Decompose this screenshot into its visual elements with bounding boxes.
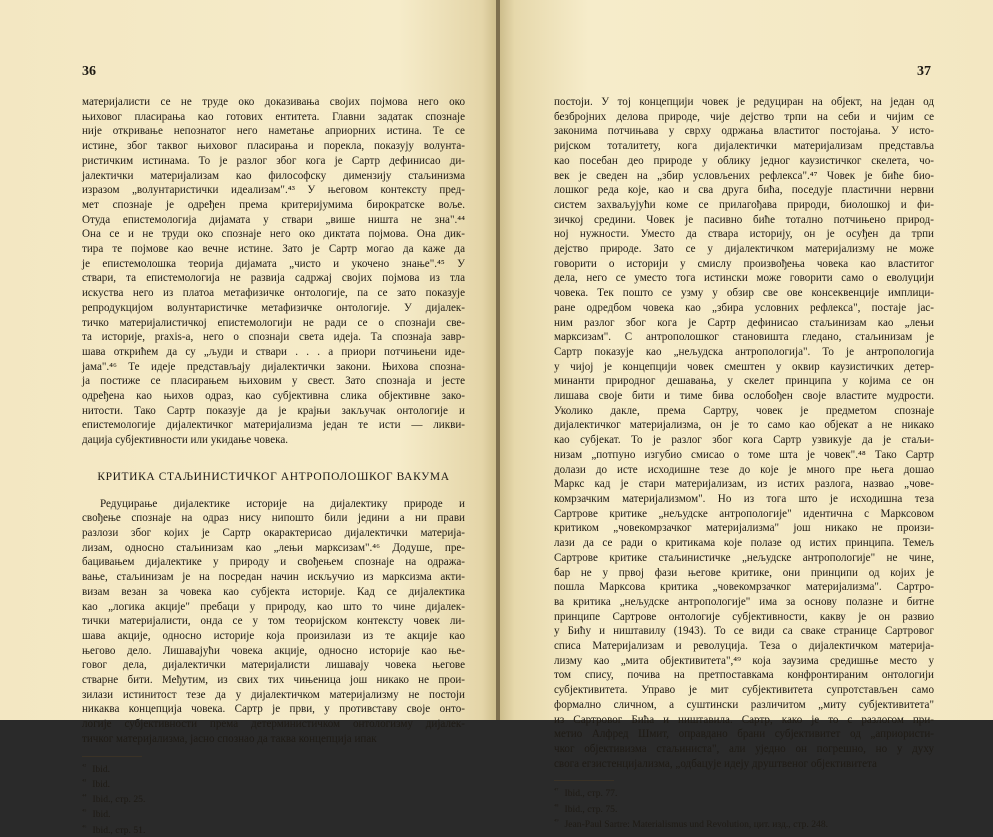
- text-line: тира те појмове као вечне истине. Зато је Сартр могао да каже да: [82, 243, 465, 256]
- text-line: пошла Марксова критика „човекомрзачког материјализма". Сартро-: [554, 581, 934, 594]
- text-line: лизам, односно стаљинизам као „лењи марксизам".⁴⁶ Додуше, пре-: [82, 541, 465, 554]
- paragraph: [82, 95, 465, 448]
- footnote-text: Ibid., стр. 75.: [564, 803, 618, 815]
- page-body: [82, 95, 465, 837]
- text-line: списа Материјализам и револуција. Теза о дијалектичком материја-: [554, 640, 934, 653]
- footnote: [82, 806, 465, 821]
- section-heading: КРИТИКА СТАЉИНИСТИЧКОГ АНТРОПОЛОШКОГ ВАКУМА: [97, 470, 450, 483]
- text-line: није откривање непознатог него наметање априорних истина. Те се: [82, 125, 465, 138]
- text-line: изразом „волунтаристички идеализам".⁴³ У његовом контексту пред-: [82, 184, 465, 197]
- footnote-divider: [82, 756, 142, 757]
- footnote-text: Ibid.: [92, 763, 111, 775]
- footnotes: [82, 761, 465, 837]
- text-line: том спису, почива на претпоставкама конфронтираним онтологији: [554, 669, 934, 682]
- page-number: 36: [82, 64, 96, 79]
- text-line: Отуда епистемологија дијамата у ствари „више ништа не зна".⁴⁴: [82, 213, 465, 226]
- footnote-mark: ⁴⁷: [554, 787, 559, 795]
- footnote-text: Jean-Paul Sartre: Materialismus und Revolution, цит. изд., стр. 248.: [564, 819, 829, 831]
- text-line: шава открићем да су „људи и ствари . . . а приори потчињени иде-: [82, 345, 465, 358]
- text-line: као субјекат. То је разлог због кога Сартр узвикује да је стаљи-: [554, 434, 934, 447]
- text-line: мет спознаје је одређен према критеријумима бирократске воље.: [82, 198, 465, 211]
- text-line: чког објективизма стаљиниста", али уједно он погрешно, но у духу: [554, 742, 934, 755]
- text-line: критиком „човекомрзачког материјализма" још никако не произи-: [554, 522, 934, 535]
- footnote-divider: [554, 780, 614, 781]
- text-line: зичкој средини. Човек је пасивно биће тотално потчињено природ-: [554, 213, 934, 226]
- text-line: дација субјективности или укидање човека.: [82, 434, 289, 447]
- text-line: низам „потпуно изгубио смисао о томе шта је човек".⁴⁸ Тако Сартр: [554, 448, 934, 461]
- text-line: безбројних делова природе, чије дејство трпи на себи и чијим се: [554, 110, 934, 123]
- footnote: [554, 785, 934, 800]
- text-line: његово дело. Лишавајући човека акције, односно историје као ње-: [82, 644, 465, 657]
- text-line: дејство природе. Зато се у дијалектичком материјализму не може: [554, 243, 934, 256]
- text-line: свођење спознаје на одраз нису нипошто били једини а ни прави: [82, 512, 465, 525]
- text-line: марксизам". С антрополошког становишта гледано, стаљинизам је: [554, 331, 934, 344]
- text-line: из Сартровог Бића и ништавила. Сартр, како је то с разлогом при-: [554, 713, 934, 726]
- text-line: логије субјективности према детерминистичком онтологизму дијалек-: [82, 718, 465, 731]
- footnote-text: Ibid., стр. 77.: [564, 788, 618, 800]
- paragraph: [554, 95, 934, 771]
- text-line: лишава своје бити и тиме бива ослобођен своје властите мудрости.: [554, 390, 934, 403]
- text-line: тичког материјализма, јасно спознао да таква концепција ипак: [82, 732, 377, 745]
- text-line: лизму као „мита објективитета",⁴⁹ која заузима средишње место у: [554, 654, 934, 667]
- footnote-mark: ⁴⁵: [82, 808, 87, 816]
- footnote: [82, 791, 465, 806]
- text-line: Сартр показује као „нељудска антропологија". То је антропологија: [554, 345, 934, 358]
- text-line: та историје, praxis-а, него о спознаји света идеја. Та спознаја завр-: [82, 331, 465, 344]
- footnote-text: Ibid.: [92, 809, 111, 821]
- text-line: говорити о историји у смислу произвођења човека као властитог: [554, 257, 934, 270]
- text-line: нитости. Тако Сартр показује да је крајњи закључак онтологије и: [82, 404, 465, 417]
- text-line: век је сведен на „збир условљених рефлекса".⁴⁷ Човек је биће био-: [554, 169, 934, 182]
- text-line: као „логика акције" пребаци у природу, као што то чине дијалек-: [82, 600, 465, 613]
- text-line: минанти природног дешавања, у скелет принципа у којима се он: [554, 375, 934, 388]
- text-line: постоји. У тој концепцији човек је редуциран на објект, на један од: [554, 96, 934, 108]
- text-line: јалектички материјализам као философску димензију стаљинизма: [82, 169, 465, 182]
- text-line: формално сличном, а суштински различитом „миту субјективитета": [554, 698, 934, 711]
- page-body: [554, 95, 934, 831]
- text-line: субјективитета. Управо је мит субјективитета супротстављен само: [554, 684, 934, 697]
- paragraph: [82, 497, 465, 747]
- page-number: 37: [917, 64, 931, 79]
- text-line: Маркс кад је стари материјализам, из истих разлога, назвао „чове-: [554, 478, 934, 491]
- footnote: [82, 776, 465, 791]
- text-line: лошког реда које, као и сва друга бића, поседује пластични нервни: [554, 184, 934, 197]
- text-line: говог дела, дијалектички материјалисти лишавају човека његове: [82, 659, 465, 672]
- text-line: Она се и не труди око спознаје него око диктата појмова. Она дик-: [82, 228, 465, 241]
- text-line: материјалисти се не труде око доказивања својих појмова него око: [82, 96, 465, 108]
- text-line: свога егзистенцијализма, „одбацује идеју друштвеног објективитета: [554, 757, 877, 770]
- footnote-mark: ⁴⁴: [82, 793, 87, 801]
- footnote-text: Ibid.: [92, 779, 111, 790]
- right-page: [500, 0, 993, 831]
- text-line: дијалектичког материјализма, он је то само као објекат а не никако: [554, 419, 934, 432]
- text-line: зилази истинитост тезе да у дијалектичком материјализму не постоји: [82, 688, 465, 701]
- footnote-mark: ⁴⁸: [554, 802, 559, 810]
- footnote-text: Ibid., стр. 25.: [92, 794, 146, 806]
- text-line: законима потчињава у сврху одржања властитог постојања. У исто-: [554, 125, 934, 138]
- text-line: метио Алфред Шмит, оправдано брани субјективитет од „априористи-: [554, 728, 934, 741]
- text-line: одређена као њихов одраз, као субјективна слика објективне зако-: [82, 390, 465, 403]
- text-line: Сартрове критике „нељудске антропологије" идентична с Марксовом: [554, 507, 934, 520]
- text-line: ва критика „нељудске антропологије" има за основу полазне и битне: [554, 595, 934, 608]
- footnote-text: Ibid., стр. 51.: [92, 824, 146, 836]
- text-line: визам везан за човека као субјекта историје. Кад се дијалектика: [82, 585, 465, 598]
- text-line: ним разлог због кога је Сартр дефинисао стаљинизам као „лењи: [554, 316, 934, 329]
- footnote-mark: ⁴³: [82, 777, 87, 785]
- text-line: јама".⁴⁶ Те идеје представљају дијалектички закони. Њихова спозна-: [82, 360, 465, 373]
- text-line: ја постиже се пласирањем њиховим у свест. Зато спознаја и јесте: [82, 375, 465, 388]
- footnote-mark: ⁴²: [82, 762, 87, 770]
- footnote-mark: ⁴⁶: [82, 823, 87, 831]
- text-line: у чијој је концепцији човек смештен у оквир каузистичких детер-: [554, 360, 934, 373]
- text-line: систем захваљујући коме се прилагођава природи, биолошкој и фи-: [554, 198, 934, 211]
- text-line: њиховог пласирања као готових ентитета. Главни задатак спознаје: [82, 110, 465, 123]
- text-line: као посебан део природе у облику једног каузистичког скелета, чо-: [554, 154, 934, 167]
- text-line: у Бићу и ништавилу (1943). То се види са сваке странице Сартровог: [554, 625, 934, 638]
- text-line: тички материјалисти, онда се у том теоријском контексту човек ли-: [82, 615, 465, 628]
- footnote: [554, 816, 934, 831]
- text-line: шава акције, односно историје која произилази из те акције као: [82, 629, 465, 642]
- text-line: је епистемолошка теорија дијамата „чисто и укочено знање".⁴⁵ У: [82, 257, 465, 270]
- text-line: вање, стаљинизам је на посредан начин искључио из марксизма акти-: [82, 571, 465, 584]
- text-line: ријском тоталитету, кога дијалектички материјализам представља: [554, 140, 934, 153]
- text-line: бацивањем дијалектике у природу и свођењем спознаје на одража-: [82, 556, 465, 569]
- text-line: лази да се ради о критикама које полазе од истих принципа. Темељ: [554, 537, 934, 550]
- text-line: репродукцијом волунтаристичке метафизичке онтологије. У дијалек-: [82, 301, 465, 314]
- text-line: долази до исте исходишне тезе до које је много пре њега дошао: [554, 463, 934, 476]
- text-line: ствари, та епистемологија не развија садржај својих појмова из тла: [82, 272, 465, 285]
- text-line: бар не у првој фази његове критике, они принципи од којих је: [554, 566, 934, 579]
- text-line: ране одредбом човека као „збира условних рефлекса", постаје јас-: [554, 301, 934, 314]
- text-line: истине, због таквог њиховог пласирања и порекла, показују волунта-: [82, 140, 465, 153]
- text-line: Сартрове критике стаљинистичке „нељудске антропологије" не чине,: [554, 551, 934, 564]
- footnotes: [554, 785, 934, 831]
- text-line: дела, него се уместо тога истински може говорити само о еволуцији: [554, 272, 934, 285]
- footnote: [82, 761, 465, 776]
- text-line: ристичким истинама. То је разлог због кога је Сартр дефинисао ди-: [82, 154, 465, 167]
- text-line: човека. Тек пошто се узму у обзир све ове консеквенције имплици-: [554, 287, 934, 300]
- text-line: разлози због којих је Сартр окарактерисао дијалектички материја-: [82, 526, 465, 539]
- footnote: [82, 822, 465, 837]
- text-line: Редуцирање дијалектике историје на дијалектику природе и: [100, 497, 465, 510]
- text-line: никаква концепција човека. Сартр је први, у противставу своје онто-: [82, 703, 465, 716]
- text-line: ној нужности. Уместо да ствара историју, он је осуђен да трпи: [554, 228, 934, 241]
- text-line: стварне бити. Међутим, из свих тих чињеница још никако не прои-: [82, 674, 465, 687]
- text-line: тичко материјалистичкој епистемологији не ради се о спознаји све-: [82, 316, 465, 329]
- footnote-mark: ⁴⁹: [554, 817, 559, 825]
- text-line: комрзачким материјализмом". Но из тога што је исходишна теза: [554, 492, 934, 505]
- footnote: [554, 801, 934, 816]
- text-line: епистемологије дијалектичког материјализма један те исти — ликви-: [82, 419, 465, 432]
- text-line: принципе Сартрове онтологије субјективности, какву је он развио: [554, 610, 934, 623]
- left-page: [0, 0, 497, 836]
- text-line: Уколико дакле, према Сартру, човек је предметом спознаје: [554, 404, 934, 417]
- text-line: искуства него из платоа метафизичке онтологије, па се зато показује: [82, 287, 465, 300]
